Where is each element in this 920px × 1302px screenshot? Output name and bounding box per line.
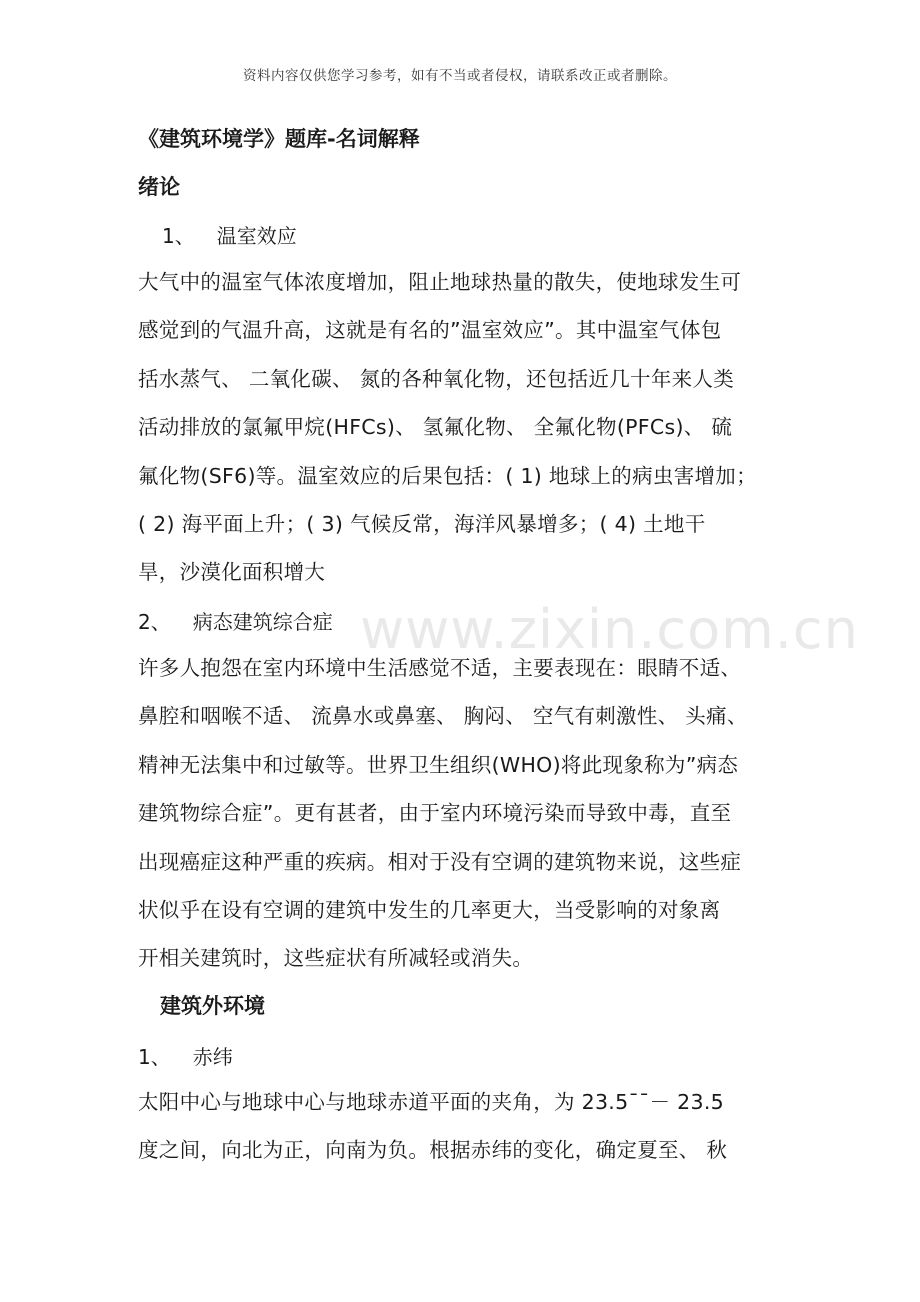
term-heading-greenhouse <box>162 220 297 249</box>
text-line: 太阳中心与地球中心与地球赤道平面的夹角，为 23.5¯¯－ 23.5 <box>138 1090 725 1114</box>
section-heading-intro: 绪论 <box>138 175 180 199</box>
text-line: 鼻腔和咽喉不适、 流鼻水或鼻塞、 胸闷、 空气有刺激性、 头痛、 <box>138 704 748 729</box>
term-heading-sick-building <box>138 606 333 635</box>
text-line: 许多人抱怨在室内环境中生活感觉不适，主要表现在：眼睛不适、 <box>138 656 742 680</box>
text-line: 感觉到的气温升高，这就是有名的”温室效应”。其中温室气体包 <box>138 318 722 343</box>
text-line: 度之间，向北为正，向南为负。根据赤纬的变化，确定夏至、 秋 <box>138 1138 728 1163</box>
text-line: 出现癌症这种严重的疾病。相对于没有空调的建筑物来说，这些症 <box>138 849 742 874</box>
text-line: 建筑物综合症”。更有甚者，由于室内环境污染而导致中毒，直至 <box>138 801 732 826</box>
term-number: 2、 <box>138 610 171 634</box>
term-number: 1、 <box>162 224 195 248</box>
term-label: 赤纬 <box>192 1045 233 1069</box>
paragraph-greenhouse <box>138 258 798 597</box>
text-line: 大气中的温室气体浓度增加，阻止地球热量的散失，使地球发生可 <box>138 270 742 294</box>
term-heading-declination <box>138 1041 233 1070</box>
paragraph-sick-building <box>138 644 798 983</box>
paragraph-declination <box>138 1078 798 1175</box>
header-disclaimer: 资料内容仅供您学习参考，如有不当或者侵权，请联系改正或者删除。 <box>243 68 677 84</box>
section-heading-outer-environment: 建筑外环境 <box>160 994 265 1018</box>
term-label: 温室效应 <box>216 224 297 248</box>
text-line: 氟化物(SF6)等。温室效应的后果包括：( 1) 地球上的病虫害增加； <box>138 463 757 488</box>
text-line: 活动排放的氯氟甲烷(HFCs)、 氢氟化物、 全氟化物(PFCs)、 硫 <box>138 415 733 440</box>
watermark-logo: www.zixin.com.cn <box>360 598 859 661</box>
document-title: 《建筑环境学》题库-名词解释 <box>138 127 420 151</box>
text-line: ( 2) 海平面上升；( 3) 气候反常，海洋风暴增多；( 4) 土地干 <box>138 512 706 537</box>
text-line: 括水蒸气、 二氧化碳、 氮的各种氧化物，还包括近几十年来人类 <box>138 366 735 391</box>
text-line: 精神无法集中和过敏等。世界卫生组织(WHO)将此现象称为”病态 <box>138 752 739 777</box>
term-number: 1、 <box>138 1045 171 1069</box>
term-label: 病态建筑综合症 <box>192 610 333 634</box>
text-line: 开相关建筑时，这些症状有所减轻或消失。 <box>138 946 534 971</box>
text-line: 状似乎在设有空调的建筑中发生的几率更大，当受影响的对象离 <box>138 898 721 923</box>
text-line: 旱，沙漠化面积增大 <box>138 560 326 585</box>
